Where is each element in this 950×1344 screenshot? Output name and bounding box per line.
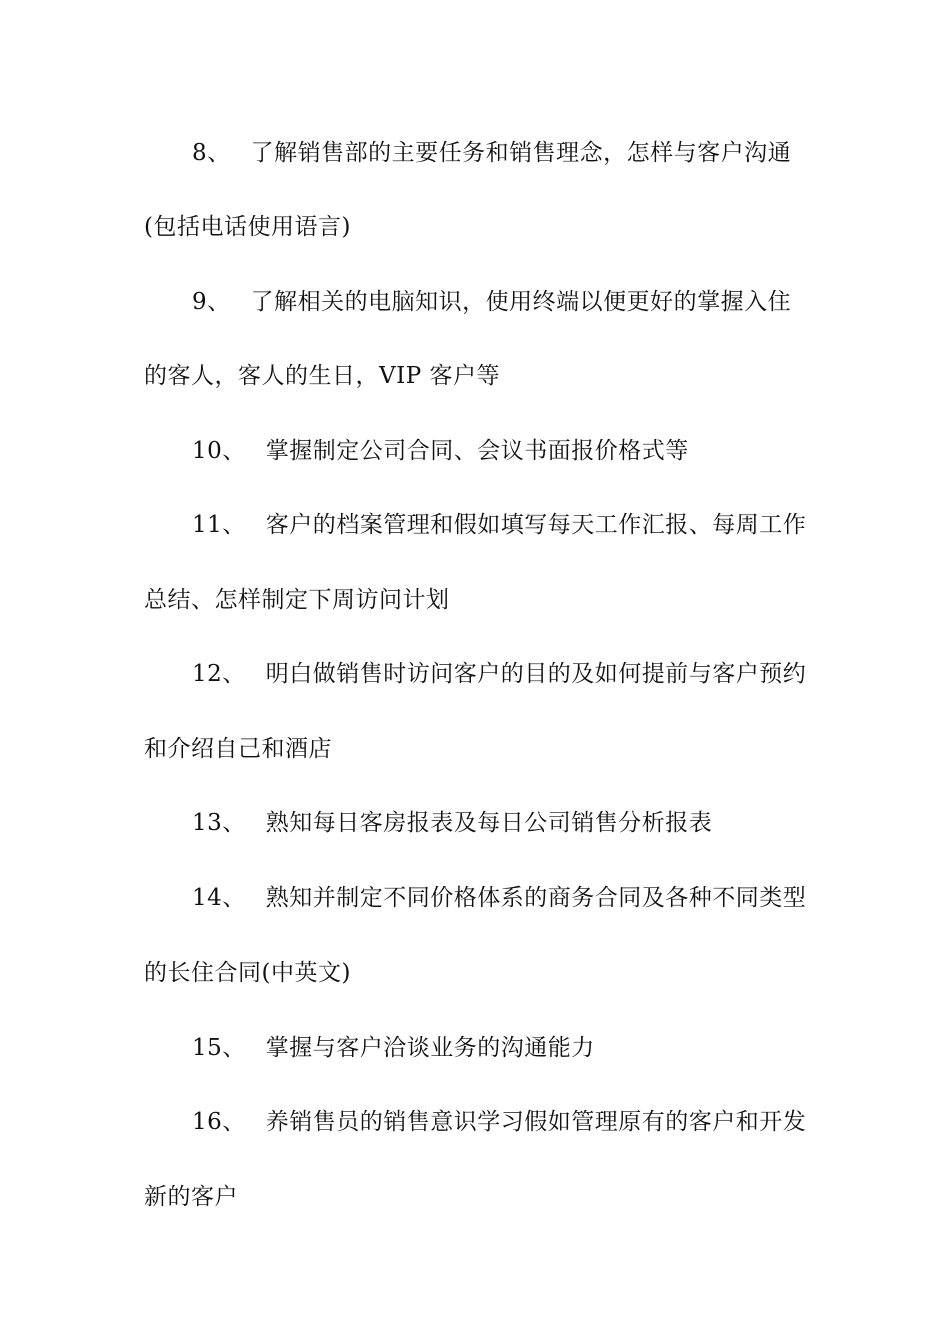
list-item-9-line-1: [192, 287, 862, 317]
list-item-16-line-2: 新的客户: [144, 1184, 238, 1210]
item-text: 客户的档案管理和假如填写每天工作汇报、每周工作: [265, 512, 807, 538]
item-separator: 、: [207, 289, 231, 315]
list-item-14-line-2: 的长住合同(中英文): [144, 960, 351, 986]
list-item-8-line-1: [192, 138, 862, 168]
list-item-11-line-2: 总结、怎样制定下周访问计划: [144, 587, 450, 613]
item-number: 16: [192, 1109, 223, 1135]
list-item-12-line-1: [192, 659, 862, 689]
item-separator: 、: [222, 438, 246, 464]
item-text: 养销售员的销售意识学习假如管理原有的客户和开发: [265, 1109, 807, 1135]
item-separator: 、: [222, 810, 246, 836]
list-item-9-line-2: 的客人，客人的生日，VIP 客户等: [144, 363, 500, 389]
item-text: 了解销售部的主要任务和销售理念，怎样与客户沟通: [250, 140, 792, 166]
item-separator: 、: [207, 140, 231, 166]
list-item-16-line-1: [192, 1107, 862, 1137]
list-item-12-line-2: 和介绍自己和酒店: [144, 736, 332, 762]
item-number: 11: [192, 512, 223, 538]
item-separator: 、: [222, 661, 246, 687]
item-separator: 、: [222, 1035, 246, 1061]
item-text: 掌握与客户洽谈业务的沟通能力: [265, 1035, 595, 1061]
item-number: 14: [192, 885, 223, 911]
item-number: 9: [192, 289, 208, 315]
list-item-8-line-2: (包括电话使用语言): [144, 214, 351, 240]
list-item-14-line-1: [192, 883, 862, 913]
item-number: 13: [192, 810, 223, 836]
item-text: 掌握制定公司合同、会议书面报价格式等: [265, 438, 689, 464]
item-text: 了解相关的电脑知识，使用终端以便更好的掌握入住: [250, 289, 792, 315]
list-item-15-line-1: [192, 1033, 862, 1063]
item-separator: 、: [222, 885, 246, 911]
item-text: 熟知并制定不同价格体系的商务合同及各种不同类型: [265, 885, 807, 911]
item-number: 10: [192, 438, 223, 464]
list-item-10-line-1: [192, 436, 862, 466]
item-text: 明白做销售时访问客户的目的及如何提前与客户预约: [265, 661, 807, 687]
item-separator: 、: [222, 1109, 246, 1135]
item-separator: 、: [222, 512, 246, 538]
list-item-11-line-1: [192, 510, 862, 540]
list-item-13-line-1: [192, 808, 862, 838]
item-number: 8: [192, 140, 208, 166]
item-text: 熟知每日客房报表及每日公司销售分析报表: [265, 810, 713, 836]
item-number: 15: [192, 1035, 223, 1061]
item-number: 12: [192, 661, 223, 687]
